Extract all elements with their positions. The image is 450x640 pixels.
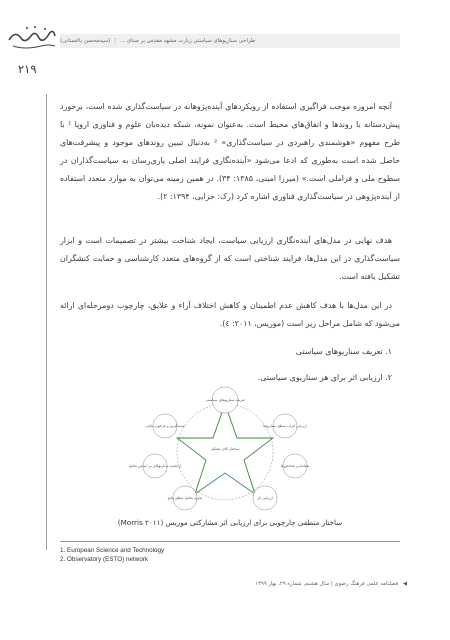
paragraph-2 [60, 232, 400, 286]
list-item [60, 369, 400, 387]
page-number: ۲۱۹ [18, 62, 37, 76]
figure-node [205, 387, 245, 413]
node-4-text: ارزیابی اثر [257, 496, 273, 500]
paragraph-1-text: آنچه امروزه موجب فراگیری استفاده از رویکردهای آینده‌پژوهانه در سیاست‌گذاری شده است، برخورد پیش‌دستانه با روندها و اتفاق‌های محیط است. به‌عنوان نمونه، شبکه دیده‌بان علوم و فناوری اروپا ¹ با طرح مفهوم «هوشمندی راهبردی در سیاست‌گذاری» ² به‌دنبال تبیین روندهای موجود و پیشرفت‌های حاصل شده است به‌طوری که ادعا می‌شود «آینده‌نگاری فرایند اصلی یاری‌رسان به سیاست‌گذاران در سطوح ملی و فراملی است.» (میرزا امینی، ۱۳۸۵: ۳۴). در همین زمینه می‌توان به موارد متعدد استفاده از آینده‌پژوهی در سیاست‌گذاری فناوری اشاره کرد (رک: خزایی، ۱۳۹۴: ۲). [60, 102, 401, 201]
footer-issue: سال هشتم، شماره ۲۹، بهار ۱۳۹۹ [255, 581, 330, 587]
paragraph-3 [60, 297, 400, 333]
header-separator: | [114, 38, 117, 44]
page-footer [175, 581, 407, 587]
figure-node [145, 414, 185, 438]
figure-node [253, 486, 277, 510]
figure-node [168, 486, 203, 510]
footer-journal: فصلنامه علمی فرهنگ رضوی [334, 581, 399, 587]
node-3-text: شناسایی شاخص‌ها [280, 464, 310, 468]
figure-caption: ساختار منطقی چارچوبی برای ارزیابی اثر مشارکتی موریس (Morris ۲۰۱۱) [117, 518, 343, 527]
node-1-text: تعریف سناریوهای سیاستی [205, 398, 245, 402]
margin-rule [46, 94, 47, 550]
footnote-1: 1. European Science and Technology [60, 547, 165, 554]
framework-figure [125, 386, 325, 516]
node-5-text: تجزیه تحلیل سطح نتایج [167, 496, 203, 500]
node-7-text: نتیجه‌گیری و بازخورد پایانی [145, 424, 185, 428]
node-2-text: ارزیابی اثرات سطح سناریوها [263, 424, 307, 428]
figure-node [281, 454, 309, 478]
running-header [60, 34, 400, 48]
center-label-text: ساختار کلان تشکیل [210, 447, 240, 451]
journal-logo [5, 20, 59, 52]
triangle-icon: ◀ [402, 581, 407, 587]
figure-node [129, 454, 182, 478]
paragraph-3-text: در این مدل‌ها با هدف کاهش عدم اطمینان و کاهش اختلاف آراء و علایق، چارچوب دومرحله‌ای ارائه می‌شود که شامل مراحل زیر است (موریس، ۲۰۱۱: ٤). [60, 301, 400, 328]
paragraph-2-text: هدف نهایی در مدل‌های آینده‌نگاری ارزیابی سیاست، ایجاد شناخت بیشتر در تصمیمات است و ابزار سیاست‌گذاری در این مدل‌ها، فرایند شناختی است که از گروه‌های متعدد کارشناسی و حمایت کنشگران تشکیل یافته است. [60, 236, 400, 281]
star-diagram [125, 386, 325, 516]
list-item-2-text: ۲. ارزیابی اثر برای هر سناریوی سیاستی. [257, 373, 392, 382]
footer-separator: | [329, 581, 333, 587]
footnote-divider [60, 541, 400, 542]
node-6-text: ارجحیت سناریوهای بر اساس تحلیل [128, 464, 182, 468]
header-running-title: طراحی سناریوهای سیاستی زیارت مشهد مقدس بر مبنای ... [120, 38, 256, 44]
list-item [60, 343, 400, 361]
center-label [210, 447, 239, 451]
header-authors: (سیدمحسن باغستانی) [60, 38, 111, 44]
paragraph-1 [60, 98, 400, 206]
list-item-1-text: ۱. تعریف سناریوهای سیاستی [295, 347, 392, 356]
figure-node [263, 414, 306, 438]
footnote-2: 2. Observatory (ESTO) network [60, 556, 149, 563]
logo-calligraphy [5, 20, 59, 52]
